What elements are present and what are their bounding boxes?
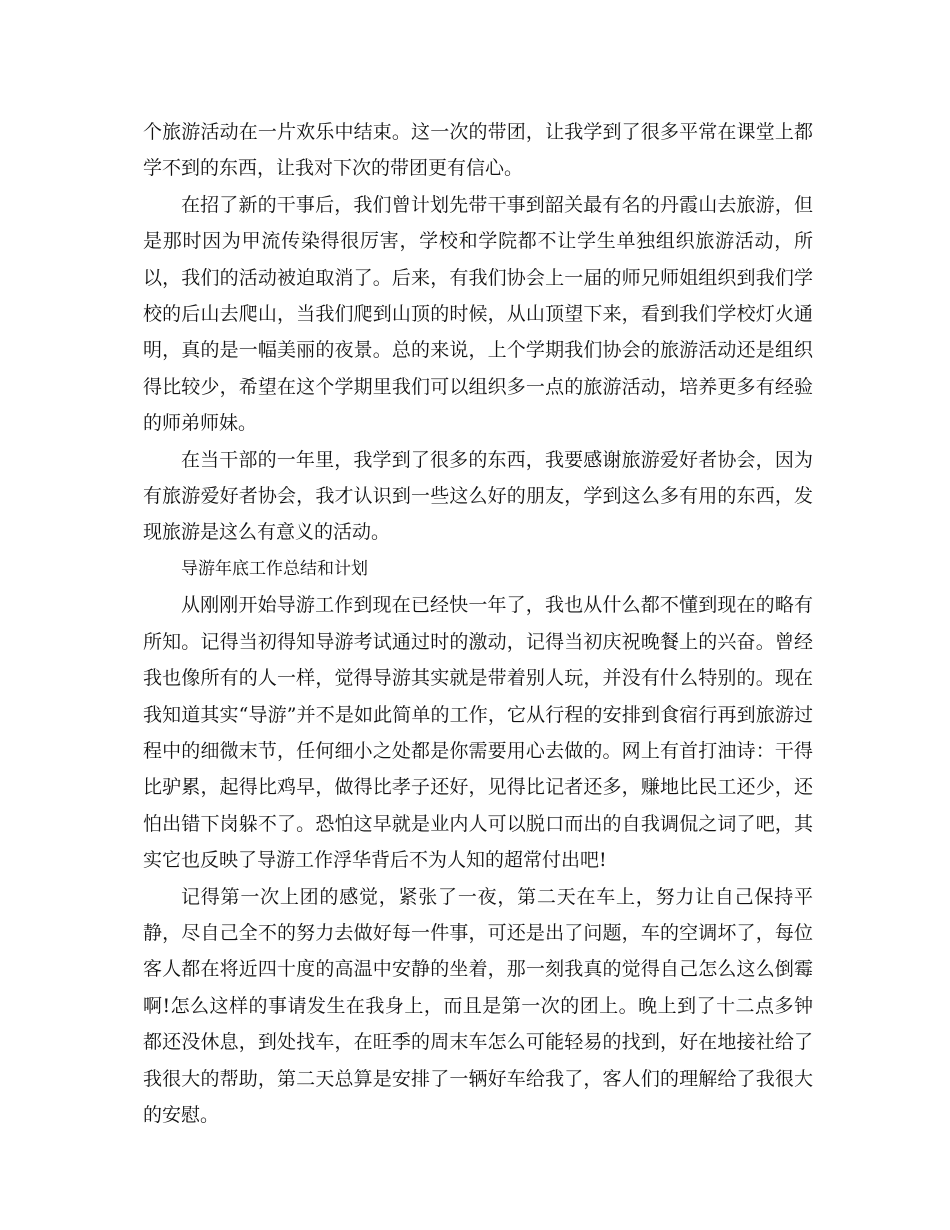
paragraph-recruitment: 在招了新的干事后，我们曾计划先带干事到韶关最有名的丹霞山去旅游，但是那时因为甲流传染得很厉害，学校和学院都不让学生单独组织旅游活动，所以，我们的活动被迫取消了。后来，有我们协会上一届的师兄师姐组织到我们学校的后山去爬山，当我们爬到山顶的时候，从山顶望下来，看到我们学校灯火通明，真的是一幅美丽的夜景。总的来说，上个学期我们协会的旅游活动还是组织得比较少，希望在这个学期里我们可以组织多一点的旅游活动，培养更多有经验的师弟师妹。 <box>143 193 813 435</box>
paragraph-gratitude: 在当干部的一年里，我学到了很多的东西，我要感谢旅游爱好者协会，因为有旅游爱好者协会，我才认识到一些这么好的朋友，学到这么多有用的东西，发现旅游是这么有意义的活动。 <box>143 448 813 544</box>
paragraph-guide-work: 从刚刚开始导游工作到现在已经快一年了，我也从什么都不懂到现在的略有所知。记得当初得知导游考试通过时的激动，记得当初庆祝晚餐上的兴奋。曾经我也像所有的人一样，觉得导游其实就是带着别人玩，并没有什么特别的。现在我知道其实“导游”并不是如此简单的工作，它从行程的安排到食宿行再到旅游过程中的细微末节，任何细小之处都是你需要用心去做的。网上有首打油诗：干得比驴累，起得比鸡早，做得比孝子还好，见得比记者还多，赚地比民工还少，还怕出错下岗躲不了。恐怕这早就是业内人可以脱口而出的自我调侃之词了吧，其实它也反映了导游工作浮华背后不为人知的超常付出吧! <box>143 594 813 872</box>
document-body <box>143 114 813 1133</box>
paragraph-continuation: 个旅游活动在一片欢乐中结束。这一次的带团，让我学到了很多平常在课堂上都学不到的东西，让我对下次的带团更有信心。 <box>143 121 813 180</box>
paragraph-first-tour: 记得第一次上团的感觉，紧张了一夜，第二天在车上，努力让自己保持平静，尽自己全不的努力去做好每一件事，可还是出了问题，车的空调坏了，每位客人都在将近四十度的高温中安静的坐着，那一刻我真的觉得自己怎么这么倒霉啊!怎么这样的事请发生在我身上，而且是第一次的团上。晚上到了十二点多钟都还没休息，到处找车，在旺季的周末车怎么可能轻易的找到，好在地接社给了我很大的帮助，第二天总算是安排了一辆好车给我了，客人们的理解给了我很大的安慰。 <box>143 885 813 1126</box>
section-heading: 导游年底工作总结和计划 <box>181 558 368 579</box>
